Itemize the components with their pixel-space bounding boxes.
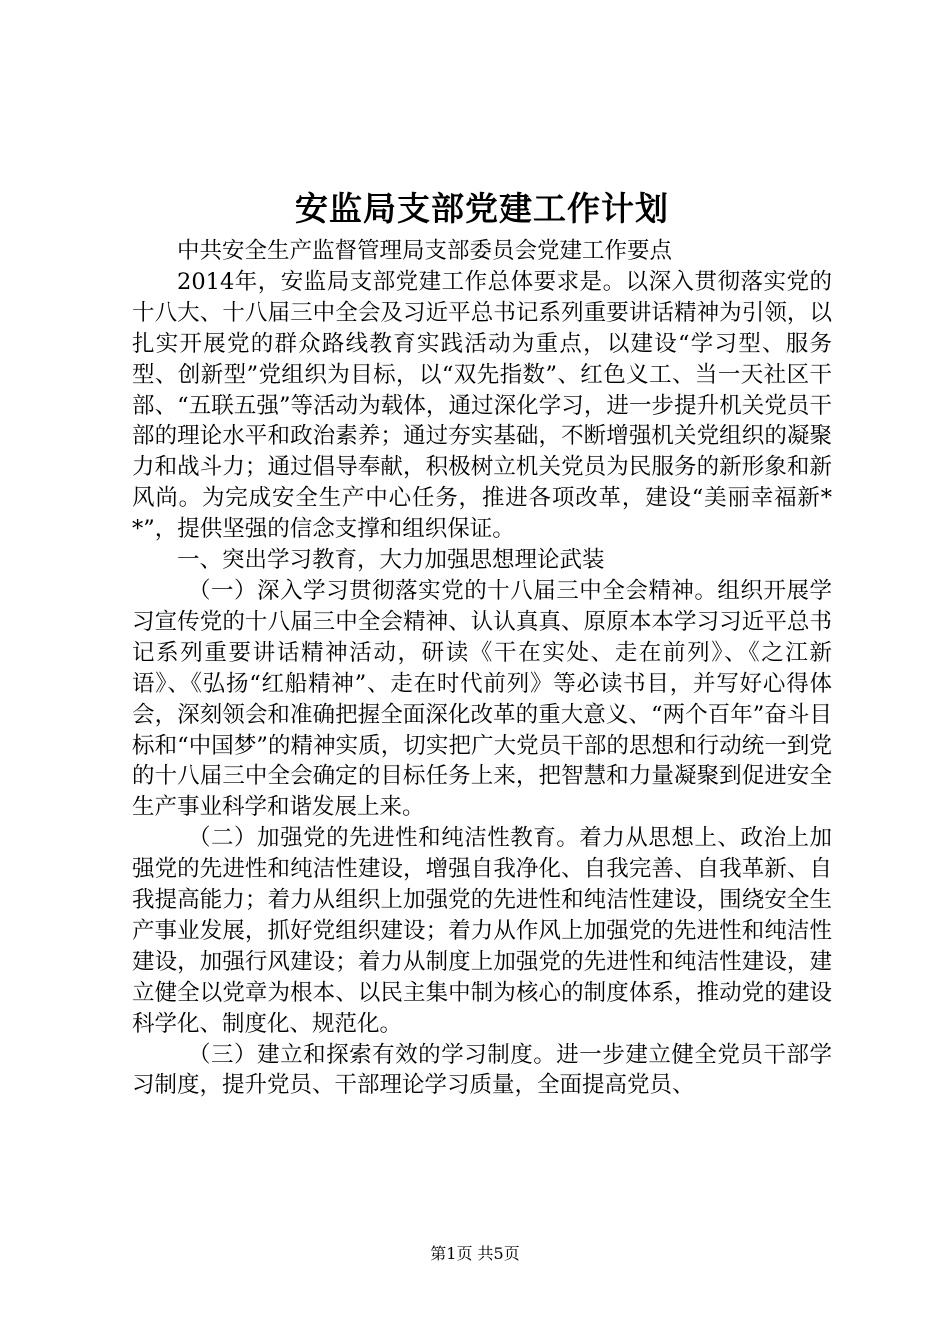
item-paragraph-1: （一）深入学习贯彻落实党的十八届三中全会精神。组织开展学习宣传党的十八届三中全会精神、认认真真、原原本本学习习近平总书记系列重要讲话精神活动，研读《干在实处、走在前列》、《之江新语》、《弘扬“红船精神”、走在时代前列》等必读书目，并写好心得体会，深刻领会和准确把握全面深化改革的重大意义、“两个百年”奋斗目标和“中国梦”的精神实质，切实把广大党员干部的思想和行动统一到党的十八届三中全会确定的目标任务上来，把智慧和力量凝聚到促进安全生产事业科学和谐发展上来。 <box>132 577 832 821</box>
subtitle-paragraph: 中共安全生产监督管理局支部委员会党建工作要点 <box>177 238 673 264</box>
document-body <box>132 236 832 1101</box>
section-heading: 一、突出学习教育，大力加强思想理论武装 <box>177 547 605 574</box>
page-number-footer: 第1页 共5页 <box>430 1244 520 1263</box>
intro-paragraph: 2014年，安监局支部党建工作总体要求是。以深入贯彻落实党的十八大、十八届三中全会及习近平总书记系列重要讲话精神为引领，以扎实开展党的群众路线教育实践活动为重点，以建设“学习型、服务型、创新型”党组织为目标，以“双先指数”、红色义工、当一天社区干部、“五联五强”等活动为载体，通过深化学习，进一步提升机关党员干部的理论水平和政治素养；通过夯实基础，不断增强机关党组织的凝聚力和战斗力；通过倡导奉献，积极树立机关党员为民服务的新形象和新风尚。为完成安全生产中心任务，推进各项改革，建设“美丽幸福新**”，提供坚强的信念支撑和组织保证。 <box>132 268 832 543</box>
item-paragraph-3: （三）建立和探索有效的学习制度。进一步建立健全党员干部学习制度，提升党员、干部理论学习质量，全面提高党员、 <box>132 1041 832 1099</box>
document-page <box>132 0 832 1101</box>
item-paragraph-2: （二）加强党的先进性和纯洁性教育。着力从思想上、政治上加强党的先进性和纯洁性建设，增强自我净化、自我完善、自我革新、自我提高能力；着力从组织上加强党的先进性和纯洁性建设，围绕安全生产事业发展，抓好党组织建设；着力从作风上加强党的先进性和纯洁性建设，加强行风建设；着力从制度上加强党的先进性和纯洁性建设，建立健全以党章为根本、以民主集中制为核心的制度体系，推动党的建设科学化、制度化、规范化。 <box>132 825 832 1037</box>
document-title: 安监局支部党建工作计划 <box>295 189 669 228</box>
